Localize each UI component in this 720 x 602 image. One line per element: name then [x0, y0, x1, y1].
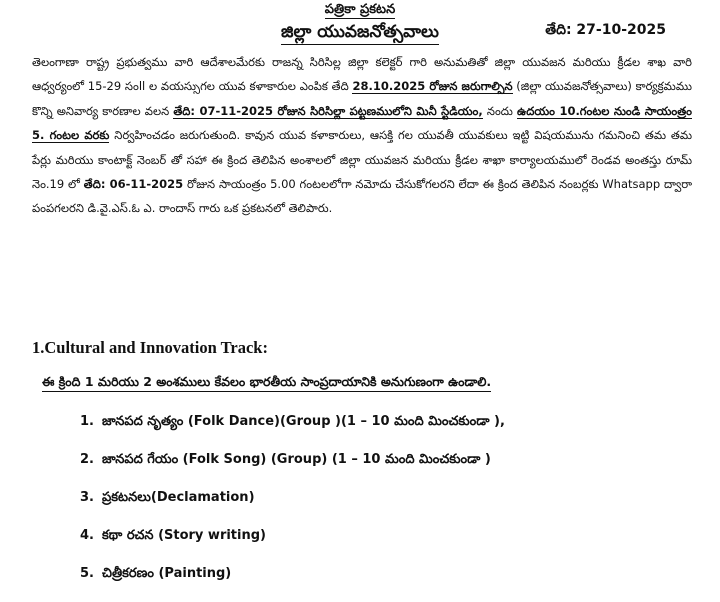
- track-note: ఈ క్రింది 1 మరియు 2 అంశములు కేవలం భారతీయ సాంప్రదాయానికి అనుగుణంగా ఉండాలి.: [42, 374, 491, 393]
- list-item: 1. జానపద నృత్యం (Folk Dance)(Group )(1 – 10 మంది మించకుండా ),: [80, 414, 505, 429]
- body-segment: (జిల్లా యువజనోత్సవాలు) కార్యక్రమము కొన్ని అనివార్య కారణాల వలన: [32, 79, 692, 118]
- list-item: 4. కథా రచన (Story writing): [80, 528, 266, 543]
- list-item: 3. ప్రకటనలు(Declamation): [80, 490, 255, 505]
- time-underlined: ఉదయం 10.గంటల నుండి సాయంత్రం 5. గంటల వరకు: [32, 103, 693, 143]
- page-title: జిల్లా యువజనోత్సవాలు: [0, 22, 720, 46]
- announcement-paragraph: [32, 50, 692, 221]
- body-segment: నందు: [482, 103, 518, 118]
- press-release-label: పత్రికా ప్రకటన: [324, 2, 396, 17]
- event-list: [80, 412, 505, 602]
- new-date-venue-underlined: తేది: 07-11-2025 రోజున సిరిసిల్లా పట్టణములోని మినీ స్టేడియం,: [173, 103, 483, 118]
- body-segment: రోజున సాయంత్రం 5.00 గంటలలోగా నమోదు చేసుకోగలరని లేదా ఈ క్రింద తెలిపిన నంబర్లకు Whatsapp ద్వారా పంపగలరని డి.వై.ఎస్.ఓ ఎ. రాందాస్ గారు ఒక ప్రకటనలో తెలిపారు.: [32, 177, 693, 216]
- registration-deadline: తేది: 06-11-2025: [83, 177, 184, 192]
- original-date-underlined: 28.10.2025 రోజున జరుగాల్సిన: [352, 79, 513, 94]
- body-segment: తెలంగాణా రాష్ట్ర ప్రభుత్వము వారి ఆదేశాలమేరకు రాజన్న సిరిసిల్ల జిల్లా కలెక్టర్ గారి అనుమతితో జిల్లా యువజన మరియు క్రీడల శాఖ వారి ఆధ్వర్యంలో 15-29 సంll ల వయస్సుగల యువ కళాకారుల ఎంపిక తేది: [32, 55, 692, 94]
- list-item: 2. జానపద గేయం (Folk Song) (Group) (1 – 10 మంది మించకుండా ): [80, 452, 491, 467]
- track-heading: 1.Cultural and Innovation Track:: [32, 338, 268, 357]
- list-item: 5. చిత్రీకరణం (Painting): [80, 566, 232, 581]
- body-segment: నిర్వహించడం జరుగుతుంది. కావున యువ కళాకారులు, ఆసక్తి గల యువతీ యువకులు ఇట్టి విషయమును గమనించి తమ తమ పేర్లు మరియు కాంటాక్ట్ నెంబర్ తో సహా ఈ క్రింద తెలిపిన అంశాలలో జిల్లా యువజన మరియు క్రీడల శాఖా కార్యాలయములో రెండవ అంతస్తు రూమ్ నెం.19 లో: [32, 128, 693, 192]
- release-date: తేది: 27-10-2025: [545, 22, 666, 38]
